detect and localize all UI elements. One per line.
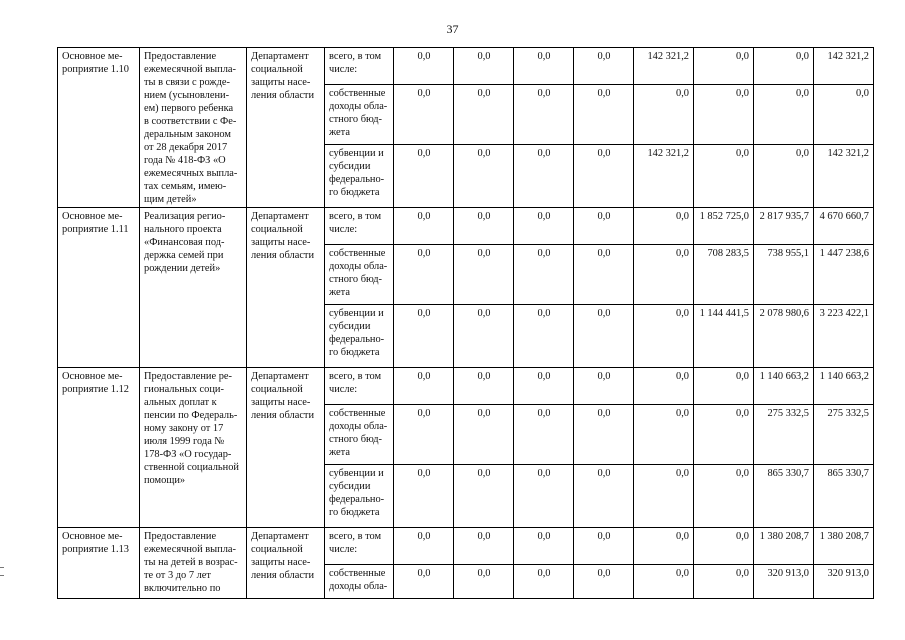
margin-mark xyxy=(0,567,4,576)
activity-name-cell: Основное ме- роприятие 1.12 xyxy=(58,368,140,528)
amount-cell: 0,0 xyxy=(454,208,514,245)
amount-cell: 0,0 xyxy=(634,405,694,465)
amount-cell: 0,0 xyxy=(514,208,574,245)
amount-cell: 0,0 xyxy=(394,368,454,405)
amount-cell: 0,0 xyxy=(694,528,754,565)
funding-source-cell: всего, в том числе: xyxy=(325,368,394,405)
amount-cell: 1 380 208,7 xyxy=(754,528,814,565)
amount-cell: 0,0 xyxy=(394,245,454,305)
amount-cell: 0,0 xyxy=(574,465,634,528)
funding-source-cell: субвенции и субсидии федерально- го бюджета xyxy=(325,145,394,208)
amount-cell: 0,0 xyxy=(454,368,514,405)
executor-cell: Департамент социальной защиты насе- ления области xyxy=(247,48,325,208)
amount-cell: 0,0 xyxy=(394,48,454,85)
amount-cell: 0,0 xyxy=(694,85,754,145)
amount-cell: 0,0 xyxy=(394,85,454,145)
amount-cell: 2 078 980,6 xyxy=(754,305,814,368)
amount-cell: 0,0 xyxy=(394,465,454,528)
amount-cell: 0,0 xyxy=(754,48,814,85)
amount-cell: 0,0 xyxy=(514,465,574,528)
amount-cell: 0,0 xyxy=(754,85,814,145)
amount-cell: 0,0 xyxy=(634,305,694,368)
activity-description-cell: Предоставление ре- гиональных соци- альных доплат к пенсии по Федераль- ному закону от 17 июля 1999 года № 178-ФЗ «О государ- ственной социальной помощи» xyxy=(140,368,247,528)
table-row xyxy=(58,528,874,565)
amount-cell: 0,0 xyxy=(634,528,694,565)
amount-cell: 0,0 xyxy=(514,565,574,599)
amount-cell: 142 321,2 xyxy=(814,145,874,208)
funding-source-cell: субвенции и субсидии федерально- го бюджета xyxy=(325,305,394,368)
table-row xyxy=(58,368,874,405)
amount-cell: 0,0 xyxy=(574,565,634,599)
table-row xyxy=(58,208,874,245)
budget-table xyxy=(57,47,874,599)
amount-cell: 0,0 xyxy=(454,528,514,565)
amount-cell: 0,0 xyxy=(514,368,574,405)
funding-source-cell: собственные доходы обла- стного бюд- жета xyxy=(325,245,394,305)
amount-cell: 1 447 238,6 xyxy=(814,245,874,305)
funding-source-cell: собственные доходы обла- xyxy=(325,565,394,599)
amount-cell: 0,0 xyxy=(634,368,694,405)
amount-cell: 0,0 xyxy=(634,565,694,599)
amount-cell: 0,0 xyxy=(574,368,634,405)
amount-cell: 0,0 xyxy=(394,208,454,245)
amount-cell: 0,0 xyxy=(394,145,454,208)
funding-source-cell: всего, в том числе: xyxy=(325,208,394,245)
amount-cell: 0,0 xyxy=(454,85,514,145)
amount-cell: 1 140 663,2 xyxy=(754,368,814,405)
activity-description-cell: Предоставление ежемесячной выпла- ты на детей в возрас- те от 3 до 7 лет включительно по xyxy=(140,528,247,599)
amount-cell: 0,0 xyxy=(574,145,634,208)
funding-source-cell: субвенции и субсидии федерально- го бюджета xyxy=(325,465,394,528)
activity-description-cell: Реализация регио- нального проекта «Финансовая под- держка семей при рождении детей» xyxy=(140,208,247,368)
amount-cell: 1 380 208,7 xyxy=(814,528,874,565)
amount-cell: 0,0 xyxy=(694,145,754,208)
amount-cell: 0,0 xyxy=(394,528,454,565)
amount-cell: 0,0 xyxy=(574,208,634,245)
amount-cell: 0,0 xyxy=(514,85,574,145)
funding-source-cell: всего, в том числе: xyxy=(325,48,394,85)
amount-cell: 0,0 xyxy=(394,565,454,599)
amount-cell: 0,0 xyxy=(634,85,694,145)
amount-cell: 0,0 xyxy=(634,208,694,245)
amount-cell: 0,0 xyxy=(574,305,634,368)
amount-cell: 0,0 xyxy=(514,528,574,565)
amount-cell: 0,0 xyxy=(574,245,634,305)
amount-cell: 0,0 xyxy=(574,528,634,565)
amount-cell: 708 283,5 xyxy=(694,245,754,305)
amount-cell: 0,0 xyxy=(694,465,754,528)
amount-cell: 0,0 xyxy=(514,245,574,305)
amount-cell: 0,0 xyxy=(694,565,754,599)
amount-cell: 275 332,5 xyxy=(814,405,874,465)
amount-cell: 0,0 xyxy=(514,145,574,208)
amount-cell: 320 913,0 xyxy=(814,565,874,599)
amount-cell: 0,0 xyxy=(574,85,634,145)
activity-name-cell: Основное ме- роприятие 1.13 xyxy=(58,528,140,599)
amount-cell: 0,0 xyxy=(454,145,514,208)
executor-cell: Департамент социальной защиты насе- ления области xyxy=(247,528,325,599)
amount-cell: 142 321,2 xyxy=(634,48,694,85)
page-number: 37 xyxy=(446,22,459,36)
amount-cell: 4 670 660,7 xyxy=(814,208,874,245)
executor-cell: Департамент социальной защиты насе- ления области xyxy=(247,208,325,368)
amount-cell: 0,0 xyxy=(454,245,514,305)
amount-cell: 0,0 xyxy=(454,48,514,85)
amount-cell: 0,0 xyxy=(454,405,514,465)
amount-cell: 738 955,1 xyxy=(754,245,814,305)
activity-description-cell: Предоставление ежемесячной выпла- ты в связи с рожде- нием (усыновлени- ем) первого ребенка в соответствии с Фе- деральным законом от 28 декабря 2017 года № 418-ФЗ «О ежемесячных выпла- тах семьям, имею- щим детей» xyxy=(140,48,247,208)
amount-cell: 0,0 xyxy=(454,305,514,368)
amount-cell: 0,0 xyxy=(694,405,754,465)
amount-cell: 0,0 xyxy=(634,245,694,305)
amount-cell: 1 140 663,2 xyxy=(814,368,874,405)
amount-cell: 0,0 xyxy=(814,85,874,145)
amount-cell: 0,0 xyxy=(514,48,574,85)
amount-cell: 142 321,2 xyxy=(634,145,694,208)
amount-cell: 0,0 xyxy=(574,405,634,465)
amount-cell: 865 330,7 xyxy=(754,465,814,528)
amount-cell: 0,0 xyxy=(514,305,574,368)
amount-cell: 2 817 935,7 xyxy=(754,208,814,245)
amount-cell: 1 852 725,0 xyxy=(694,208,754,245)
activity-name-cell: Основное ме- роприятие 1.11 xyxy=(58,208,140,368)
amount-cell: 865 330,7 xyxy=(814,465,874,528)
funding-source-cell: собственные доходы обла- стного бюд- жета xyxy=(325,405,394,465)
amount-cell: 0,0 xyxy=(634,465,694,528)
amount-cell: 0,0 xyxy=(514,405,574,465)
amount-cell: 0,0 xyxy=(694,48,754,85)
activity-name-cell: Основное ме- роприятие 1.10 xyxy=(58,48,140,208)
amount-cell: 0,0 xyxy=(694,368,754,405)
funding-source-cell: всего, в том числе: xyxy=(325,528,394,565)
table-row xyxy=(58,48,874,85)
amount-cell: 1 144 441,5 xyxy=(694,305,754,368)
amount-cell: 0,0 xyxy=(454,465,514,528)
amount-cell: 0,0 xyxy=(454,565,514,599)
amount-cell: 275 332,5 xyxy=(754,405,814,465)
amount-cell: 0,0 xyxy=(754,145,814,208)
amount-cell: 0,0 xyxy=(394,405,454,465)
amount-cell: 0,0 xyxy=(574,48,634,85)
executor-cell: Департамент социальной защиты насе- ления области xyxy=(247,368,325,528)
funding-source-cell: собственные доходы обла- стного бюд- жета xyxy=(325,85,394,145)
amount-cell: 0,0 xyxy=(394,305,454,368)
amount-cell: 3 223 422,1 xyxy=(814,305,874,368)
amount-cell: 142 321,2 xyxy=(814,48,874,85)
amount-cell: 320 913,0 xyxy=(754,565,814,599)
